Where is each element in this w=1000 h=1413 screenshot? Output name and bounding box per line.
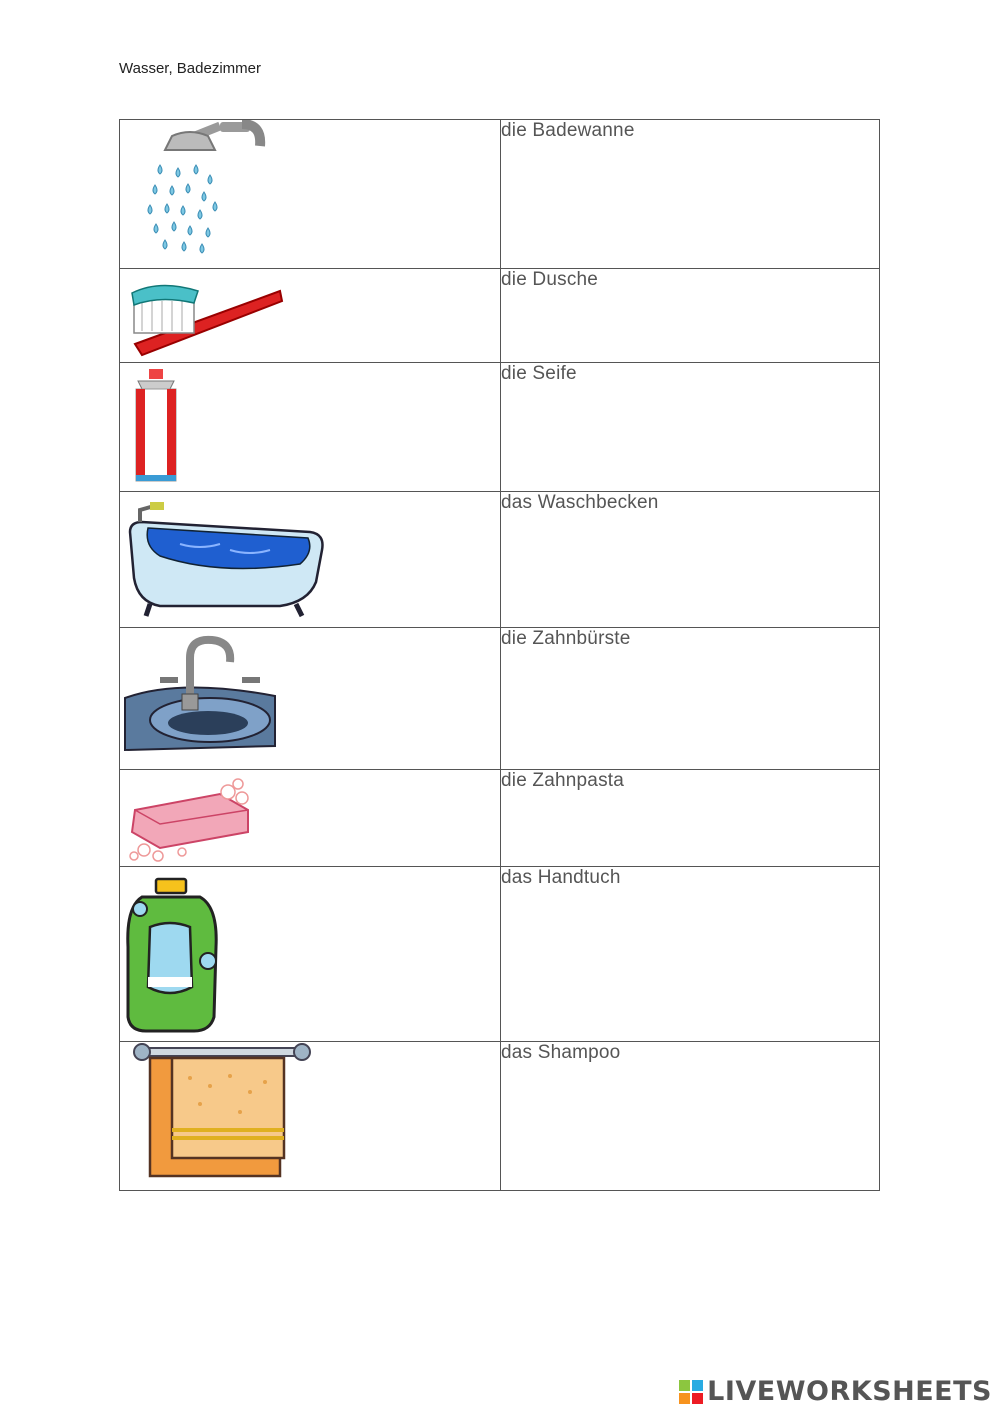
- table-row: [120, 269, 880, 363]
- image-cell: [120, 492, 501, 628]
- bathtub-icon: [120, 492, 325, 624]
- sink-faucet-icon: [120, 628, 280, 758]
- image-cell: [120, 269, 501, 363]
- toothbrush-icon: [120, 269, 285, 361]
- word-cell: das Shampoo: [501, 1042, 880, 1191]
- word-cell: die Dusche: [501, 269, 880, 363]
- shower-head-icon: [120, 120, 270, 260]
- word-cell: die Badewanne: [501, 120, 880, 269]
- towel-rack-icon: [120, 1042, 315, 1190]
- table-row: [120, 492, 880, 628]
- soap-bar-icon: [120, 770, 260, 865]
- toothpaste-tube-icon: [120, 363, 190, 488]
- image-cell: [120, 120, 501, 269]
- liveworksheets-logo: [679, 1376, 992, 1407]
- table-row: [120, 120, 880, 269]
- page-title: Wasser, Badezimmer: [119, 60, 261, 77]
- word-cell: das Waschbecken: [501, 492, 880, 628]
- image-cell: [120, 628, 501, 770]
- table-row: [120, 770, 880, 867]
- word-cell: die Seife: [501, 363, 880, 492]
- word-cell: das Handtuch: [501, 867, 880, 1042]
- word-cell: die Zahnbürste: [501, 628, 880, 770]
- image-cell: [120, 1042, 501, 1191]
- table-row: [120, 1042, 880, 1191]
- vocabulary-table: [119, 119, 880, 1191]
- table-row: [120, 628, 880, 770]
- image-cell: [120, 867, 501, 1042]
- brand-name: LIVEWORKSHEETS: [707, 1376, 992, 1407]
- word-cell: die Zahnpasta: [501, 770, 880, 867]
- table-row: [120, 363, 880, 492]
- shampoo-bottle-icon: [120, 867, 225, 1039]
- image-cell: [120, 363, 501, 492]
- table-row: [120, 867, 880, 1042]
- logo-mark-icon: [679, 1380, 703, 1404]
- image-cell: [120, 770, 501, 867]
